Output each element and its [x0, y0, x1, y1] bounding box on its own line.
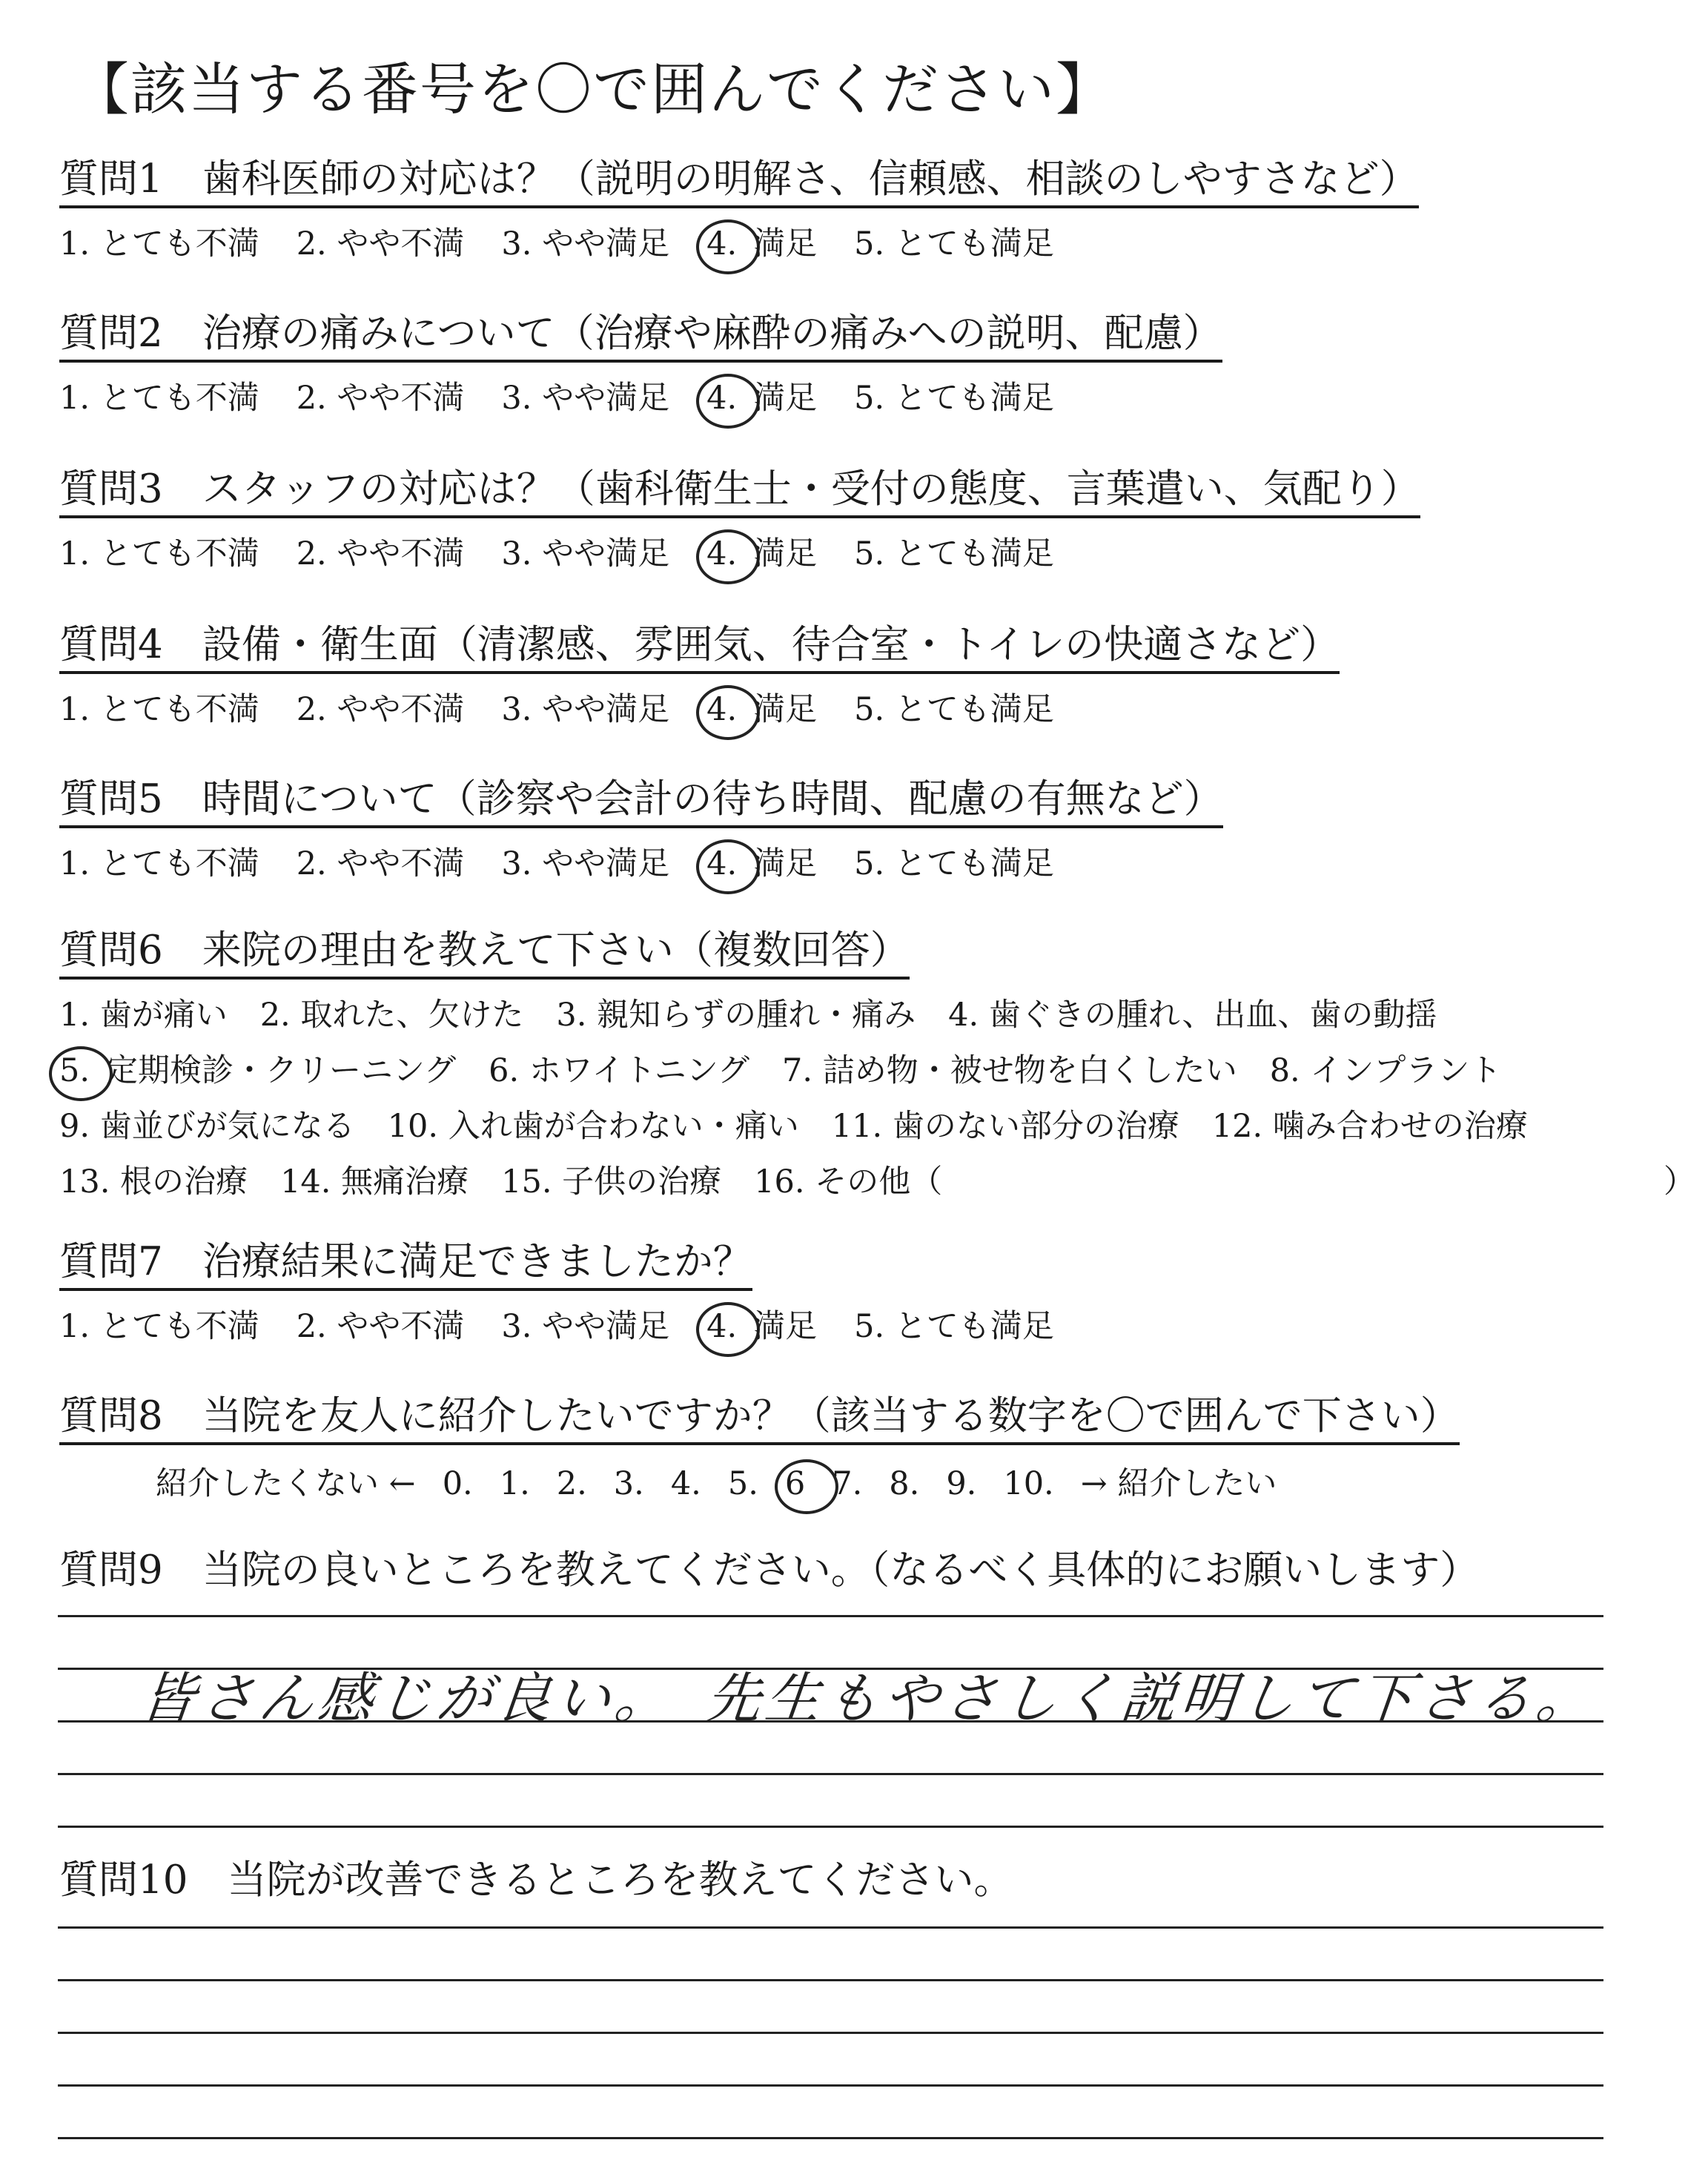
question-3-title: 質問3 スタッフの対応は？（歯科衛生士・受付の態度、言葉遣い、気配り）	[59, 467, 1420, 518]
reason-option[interactable]: 11. 歯のない部分の治療	[831, 1107, 1179, 1145]
question-5-title: 質問5 時間について（診察や会計の待ち時間、配慮の有無など）	[59, 777, 1223, 828]
question-4-option-2[interactable]: 2. やや不満	[296, 690, 465, 728]
question-2-option-4[interactable]: 4.	[706, 379, 738, 417]
question-3-option-6[interactable]: 5. とても満足	[854, 535, 1054, 572]
question-9-title: 質問9 当院の良いところを教えてください。（なるべく具体的にお願いします）	[59, 1548, 1480, 1593]
question-1-option-5[interactable]: 満足	[753, 225, 818, 262]
question-8	[59, 1394, 1460, 1504]
reason-option[interactable]: 2. 取れた、欠けた	[259, 996, 524, 1034]
question-7	[59, 1240, 1091, 1347]
reason-option[interactable]: 10. 入れ歯が合わない・痛い	[387, 1107, 799, 1145]
scale-number[interactable]: 5.	[727, 1464, 758, 1502]
reason-option[interactable]: 14. 無痛治療	[280, 1163, 469, 1200]
scale-number[interactable]: 0.	[442, 1464, 473, 1502]
question-3-option-1[interactable]: 1. とても不満	[59, 535, 259, 572]
reason-option[interactable]: 5.	[59, 1051, 90, 1089]
question-6-title: 質問6 来院の理由を教えて下さい（複数回答）	[59, 928, 910, 980]
reason-option[interactable]: 6. ホワイトニング	[489, 1051, 749, 1089]
question-10-answer-lines[interactable]	[58, 1876, 1603, 2139]
question-9-handwritten-answer: 皆さん感じが良い。 先生もやさしく説明して下さる。	[136, 1667, 1599, 1731]
reason-option[interactable]: 9. 歯並びが気になる	[59, 1107, 355, 1145]
question-7-title: 質問7 治療結果に満足できましたか？	[59, 1240, 752, 1291]
question-1-option-3[interactable]: 3. やや満足	[501, 225, 670, 262]
question-10-title: 質問10 当院が改善できるところを教えてください。	[59, 1857, 1013, 1903]
question-5-option-5[interactable]: 満足	[753, 845, 818, 882]
question-5-option-4[interactable]: 4.	[706, 845, 738, 882]
reason-option[interactable]: 13. 根の治療	[59, 1163, 248, 1200]
question-4-option-1[interactable]: 1. とても不満	[59, 690, 259, 728]
question-1-option-6[interactable]: 5. とても満足	[854, 225, 1054, 262]
scale-number[interactable]: 6	[784, 1464, 806, 1502]
question-1-title: 質問1 歯科医師の対応は？（説明の明解さ、信頼感、相談のしやすさなど）	[59, 157, 1419, 208]
question-5-options	[59, 839, 1223, 884]
question-1-options	[59, 219, 1419, 264]
recommend-scale	[156, 1459, 1460, 1504]
reason-option[interactable]: 8. インプラント	[1269, 1051, 1502, 1089]
scale-right-label: → 紹介したい	[1080, 1464, 1277, 1502]
reason-row	[59, 1101, 1560, 1146]
reason-option[interactable]: 12. 噛み合わせの治療	[1211, 1107, 1528, 1145]
question-2-options	[59, 373, 1222, 418]
question-3-option-4[interactable]: 4.	[706, 535, 738, 572]
question-7-option-6[interactable]: 5. とても満足	[854, 1307, 1054, 1345]
question-6	[59, 928, 1695, 1202]
question-2-option-5[interactable]: 満足	[753, 379, 818, 417]
scale-number[interactable]: 8.	[889, 1464, 920, 1502]
question-3-options	[59, 529, 1420, 574]
reason-option[interactable]: 4. 歯ぐきの腫れ、出血、歯の動揺	[948, 996, 1437, 1034]
scale-number[interactable]: 7.	[832, 1464, 863, 1502]
question-4-option-4[interactable]: 4.	[706, 690, 738, 728]
reason-row	[59, 1046, 1560, 1091]
reason-row	[59, 1157, 1695, 1202]
question-4-option-6[interactable]: 5. とても満足	[854, 690, 1054, 728]
question-7-option-5[interactable]: 満足	[753, 1307, 818, 1345]
reason-options	[59, 990, 1695, 1202]
scale-left-label: 紹介したくない ←	[156, 1464, 416, 1502]
question-3	[59, 467, 1420, 574]
question-2-option-3[interactable]: 3. やや満足	[501, 379, 670, 417]
question-4-options	[59, 684, 1340, 730]
instruction-header: 【該当する番号を〇で囲んでください】	[73, 56, 1113, 122]
question-7-option-4[interactable]: 4.	[706, 1307, 738, 1345]
question-1-option-4[interactable]: 4.	[706, 225, 738, 262]
reason-option[interactable]: 16. その他（	[754, 1163, 943, 1200]
reason-option[interactable]: 定期検診・クリーニング	[106, 1051, 457, 1089]
question-2	[59, 311, 1222, 418]
reason-option[interactable]: 7. 詰め物・被せ物を白くしたい	[782, 1051, 1237, 1089]
question-5-option-3[interactable]: 3. やや満足	[501, 845, 670, 882]
question-4-option-5[interactable]: 満足	[753, 690, 818, 728]
question-1-option-2[interactable]: 2. やや不満	[296, 225, 465, 262]
question-7-option-2[interactable]: 2. やや不満	[296, 1307, 465, 1345]
question-5	[59, 777, 1223, 884]
scale-number[interactable]: 1.	[499, 1464, 530, 1502]
scale-number[interactable]: 3.	[613, 1464, 644, 1502]
question-7-options	[59, 1301, 1091, 1347]
reason-option[interactable]: 15. 子供の治療	[501, 1163, 722, 1200]
question-3-option-2[interactable]: 2. やや不満	[296, 535, 465, 572]
other-paren-close: ）	[1664, 1163, 1695, 1200]
question-2-option-1[interactable]: 1. とても不満	[59, 379, 259, 417]
question-8-title: 質問8 当院を友人に紹介したいですか？（該当する数字を〇で囲んで下さい）	[59, 1394, 1460, 1445]
question-4-option-3[interactable]: 3. やや満足	[501, 690, 670, 728]
question-3-option-5[interactable]: 満足	[753, 535, 818, 572]
question-5-option-2[interactable]: 2. やや不満	[296, 845, 465, 882]
question-1-option-1[interactable]: 1. とても不満	[59, 225, 259, 262]
question-5-option-1[interactable]: 1. とても不満	[59, 845, 259, 882]
scale-number[interactable]: 2.	[556, 1464, 587, 1502]
question-7-option-3[interactable]: 3. やや満足	[501, 1307, 670, 1345]
question-4-title: 質問4 設備・衛生面（清潔感、雰囲気、待合室・トイレの快適さなど）	[59, 623, 1340, 674]
reason-option[interactable]: 1. 歯が痛い	[59, 996, 228, 1034]
question-3-option-3[interactable]: 3. やや満足	[501, 535, 670, 572]
question-2-option-2[interactable]: 2. やや不満	[296, 379, 465, 417]
question-2-title: 質問2 治療の痛みについて（治療や麻酔の痛みへの説明、配慮）	[59, 311, 1222, 363]
reason-row	[59, 990, 1560, 1035]
question-4	[59, 623, 1340, 730]
scale-number[interactable]: 10.	[1003, 1464, 1054, 1502]
question-7-option-1[interactable]: 1. とても不満	[59, 1307, 259, 1345]
question-2-option-6[interactable]: 5. とても満足	[854, 379, 1054, 417]
question-5-option-6[interactable]: 5. とても満足	[854, 845, 1054, 882]
question-1	[59, 157, 1419, 264]
scale-number[interactable]: 4.	[670, 1464, 701, 1502]
reason-option[interactable]: 3. 親知らずの腫れ・痛み	[556, 996, 916, 1034]
scale-number[interactable]: 9.	[946, 1464, 977, 1502]
